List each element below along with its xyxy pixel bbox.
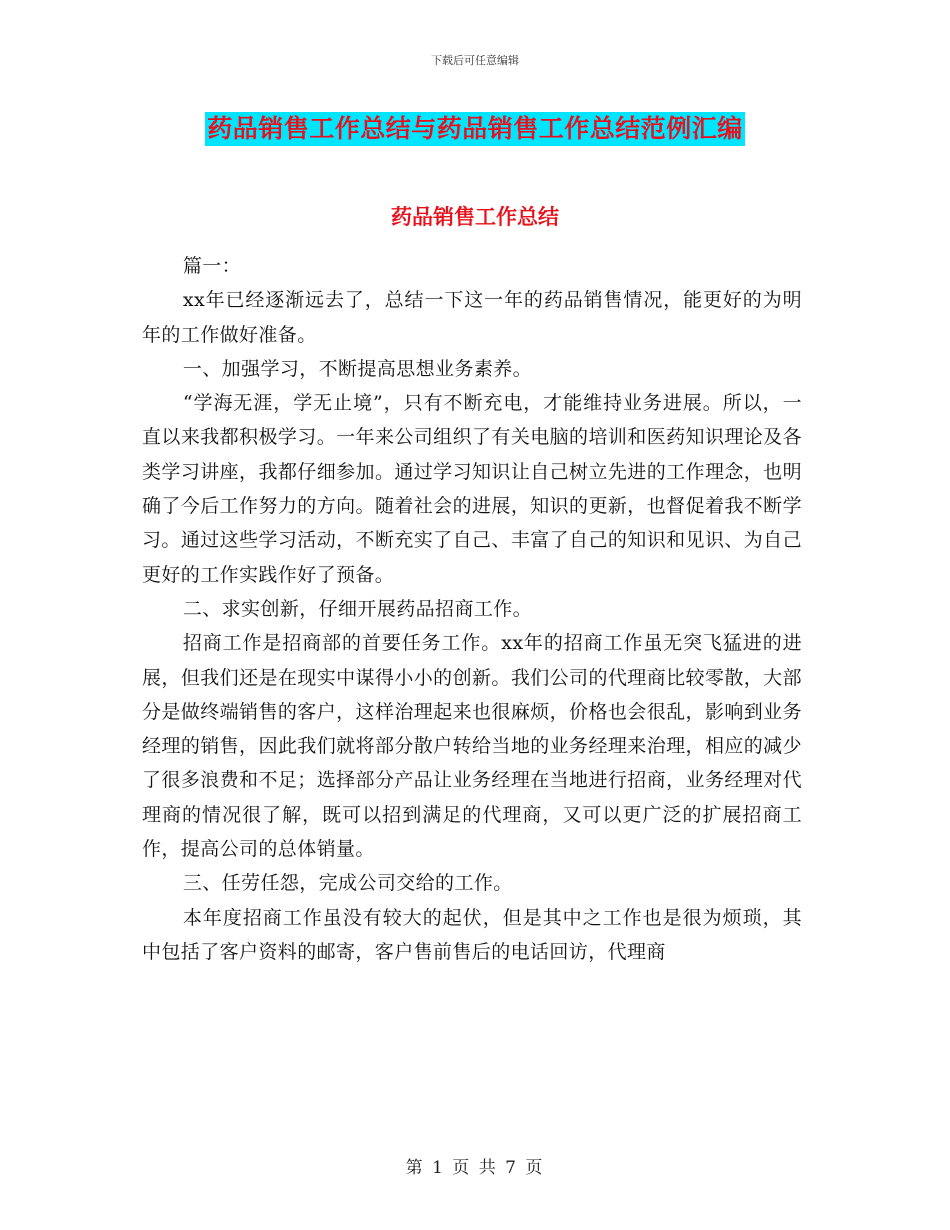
footer-middle: 页 共	[452, 1158, 498, 1178]
header-note: 下载后可任意编辑	[431, 54, 519, 67]
document-title: 药品销售工作总结与药品销售工作总结范例汇编	[205, 112, 745, 146]
document-title-wrap	[0, 112, 950, 146]
document-body	[142, 249, 802, 969]
paragraph: xx年已经逐渐远去了，总结一下这一年的药品销售情况，能更好的为明年的工作做好准备。	[142, 289, 802, 346]
paragraph: “学海无涯，学无止境”，只有不断充电，才能维持业务进展。所以，一直以来我都积极学习。一年来公司组织了有关电脑的培训和医药知识理论及各类学习讲座，我都仔细参加。通过学习知识让自己树立先进的工作理念，也明确了今后工作努力的方向。随着社会的进展，知识的更新，也督促着我不断学习。通过这些学习活动，不断充实了自己、丰富了自己的知识和见识、为自己更好的工作实践作好了预备。	[142, 392, 802, 586]
footer-prefix: 第	[405, 1158, 425, 1178]
page-footer	[0, 1153, 950, 1178]
paragraph: 一、加强学习，不断提高思想业务素养。	[182, 357, 533, 380]
paragraph: 二、求实创新，仔细开展药品招商工作。	[182, 597, 533, 620]
paragraph: 三、任劳任怨，完成公司交给的工作。	[182, 872, 513, 895]
footer-suffix: 页	[525, 1158, 545, 1178]
paragraph: 招商工作是招商部的首要任务工作。xx年的招商工作虽无突飞猛进的进展，但我们还是在现实中谋得小小的创新。我们公司的代理商比较零散，大部分是做终端销售的客户，这样治理起来也很麻烦，价格也会很乱，影响到业务经理的销售，因此我们就将部分散户转给当地的业务经理来治理，相应的减少了很多浪费和不足；选择部分产品让业务经理在当地进行招商，业务经理对代理商的情况很了解，既可以招到满足的代理商，又可以更广泛的扩展招商工作，提高公司的总体销量。	[142, 632, 802, 861]
paragraph: 篇一：	[182, 255, 242, 277]
footer-page-number: 1	[432, 1158, 445, 1178]
footer-total-pages: 7	[505, 1158, 518, 1178]
paragraph: 本年度招商工作虽没有较大的起伏，但是其中之工作也是很为烦琐，其中包括了客户资料的邮寄，客户售前售后的电话回访，代理商	[142, 906, 802, 963]
section-title: 药品销售工作总结	[391, 204, 559, 229]
